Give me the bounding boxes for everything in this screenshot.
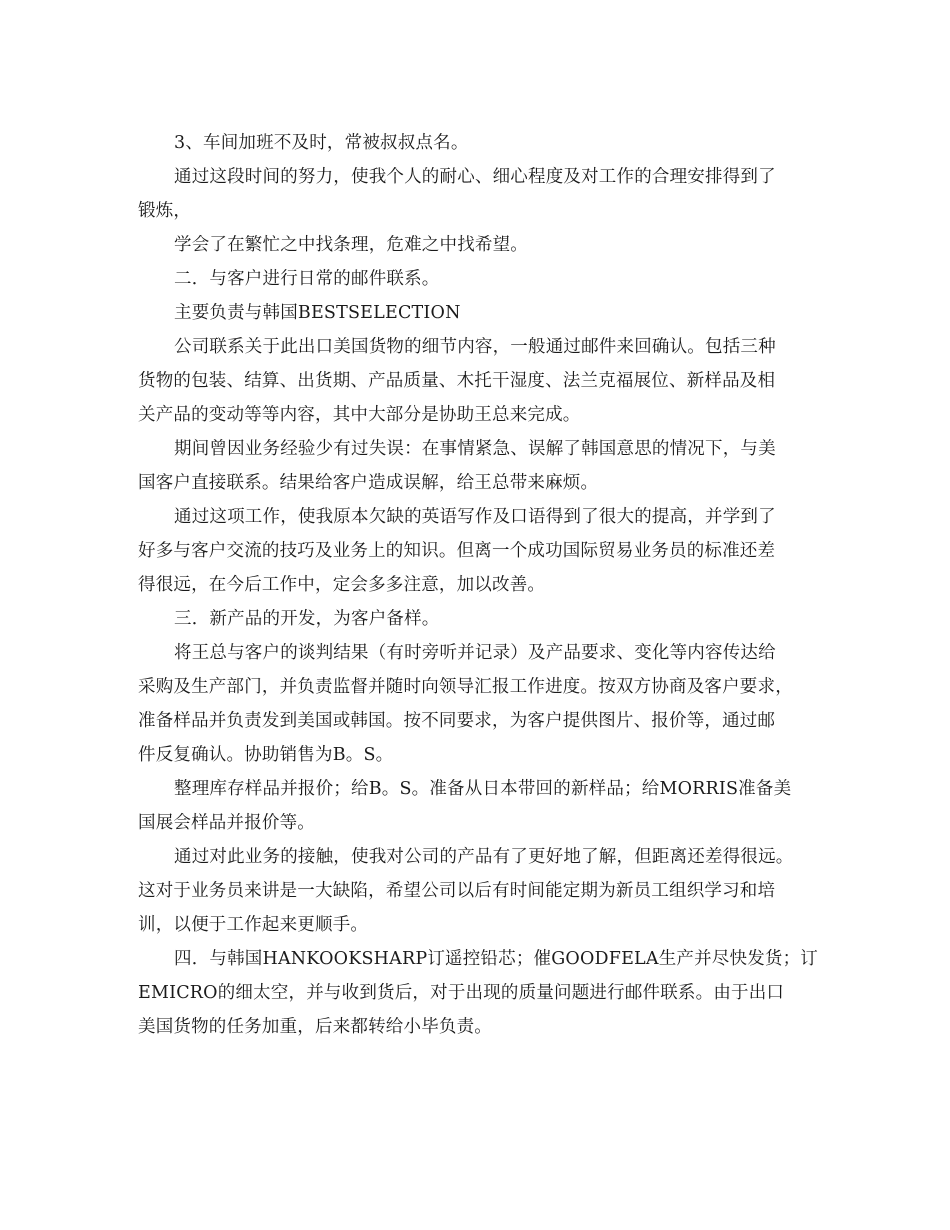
text-line: 四．与韩国HANKOOKSHARP订遥控铅芯；催GOODFELA生产并尽快发货；订 [174, 949, 819, 969]
text-line: 国客户直接联系。结果给客户造成误解，给王总带来麻烦。 [138, 473, 599, 493]
text-line: 美国货物的任务加重，后来都转给小毕负责。 [138, 1017, 492, 1037]
text-line: 得很远，在今后工作中，定会多多注意，加以改善。 [138, 575, 546, 595]
text-line: 3、车间加班不及时，常被叔叔点名。 [174, 133, 469, 153]
text-line: 关产品的变动等等内容，其中大部分是协助王总来完成。 [138, 405, 581, 425]
text-line: 通过这项工作，使我原本欠缺的英语写作及口语得到了很大的提高，并学到了 [174, 507, 776, 527]
text-line: 这对于业务员来讲是一大缺陷，希望公司以后有时间能定期为新员工组织学习和培 [138, 881, 776, 901]
text-line: 学会了在繁忙之中找条理，危难之中找希望。 [174, 235, 528, 255]
text-line: 采购及生产部门，并负责监督并随时向领导汇报工作进度。按双方协商及客户要求， [138, 677, 793, 697]
document-page [138, 126, 822, 1044]
text-line: 国展会样品并报价等。 [138, 813, 315, 833]
text-line: 二．与客户进行日常的邮件联系。 [174, 269, 440, 289]
text-line: 货物的包装、结算、出货期、产品质量、木托干湿度、法兰克福展位、新样品及相 [138, 371, 776, 391]
text-line: 通过对此业务的接触，使我对公司的产品有了更好地了解，但距离还差得很远。 [174, 847, 794, 867]
text-line: EMICRO的细太空，并与收到货后，对于出现的质量问题进行邮件联系。由于出口 [138, 983, 785, 1003]
text-line: 锻炼， [138, 201, 192, 221]
text-line: 训，以便于工作起来更顺手。 [138, 915, 369, 935]
text-line: 通过这段时间的努力，使我个人的耐心、细心程度及对工作的合理安排得到了 [174, 167, 776, 187]
text-line: 三．新产品的开发，为客户备样。 [174, 609, 440, 629]
text-line: 公司联系关于此出口美国货物的细节内容，一般通过邮件来回确认。包括三种 [174, 337, 776, 357]
text-line: 主要负责与韩国BESTSELECTION [174, 303, 461, 323]
text-line: 准备样品并负责发到美国或韩国。按不同要求，为客户提供图片、报价等，通过邮 [138, 711, 776, 731]
text-line: 件反复确认。协助销售为B。S。 [138, 745, 394, 765]
text-line: 期间曾因业务经验少有过失误：在事情紧急、误解了韩国意思的情况下，与美 [174, 439, 776, 459]
text-line: 好多与客户交流的技巧及业务上的知识。但离一个成功国际贸易业务员的标准还差 [138, 541, 776, 561]
text-line: 整理库存样品并报价；给B。S。准备从日本带回的新样品；给MORRIS准备美 [174, 779, 792, 799]
text-line: 将王总与客户的谈判结果（有时旁听并记录）及产品要求、变化等内容传达给 [174, 643, 776, 663]
